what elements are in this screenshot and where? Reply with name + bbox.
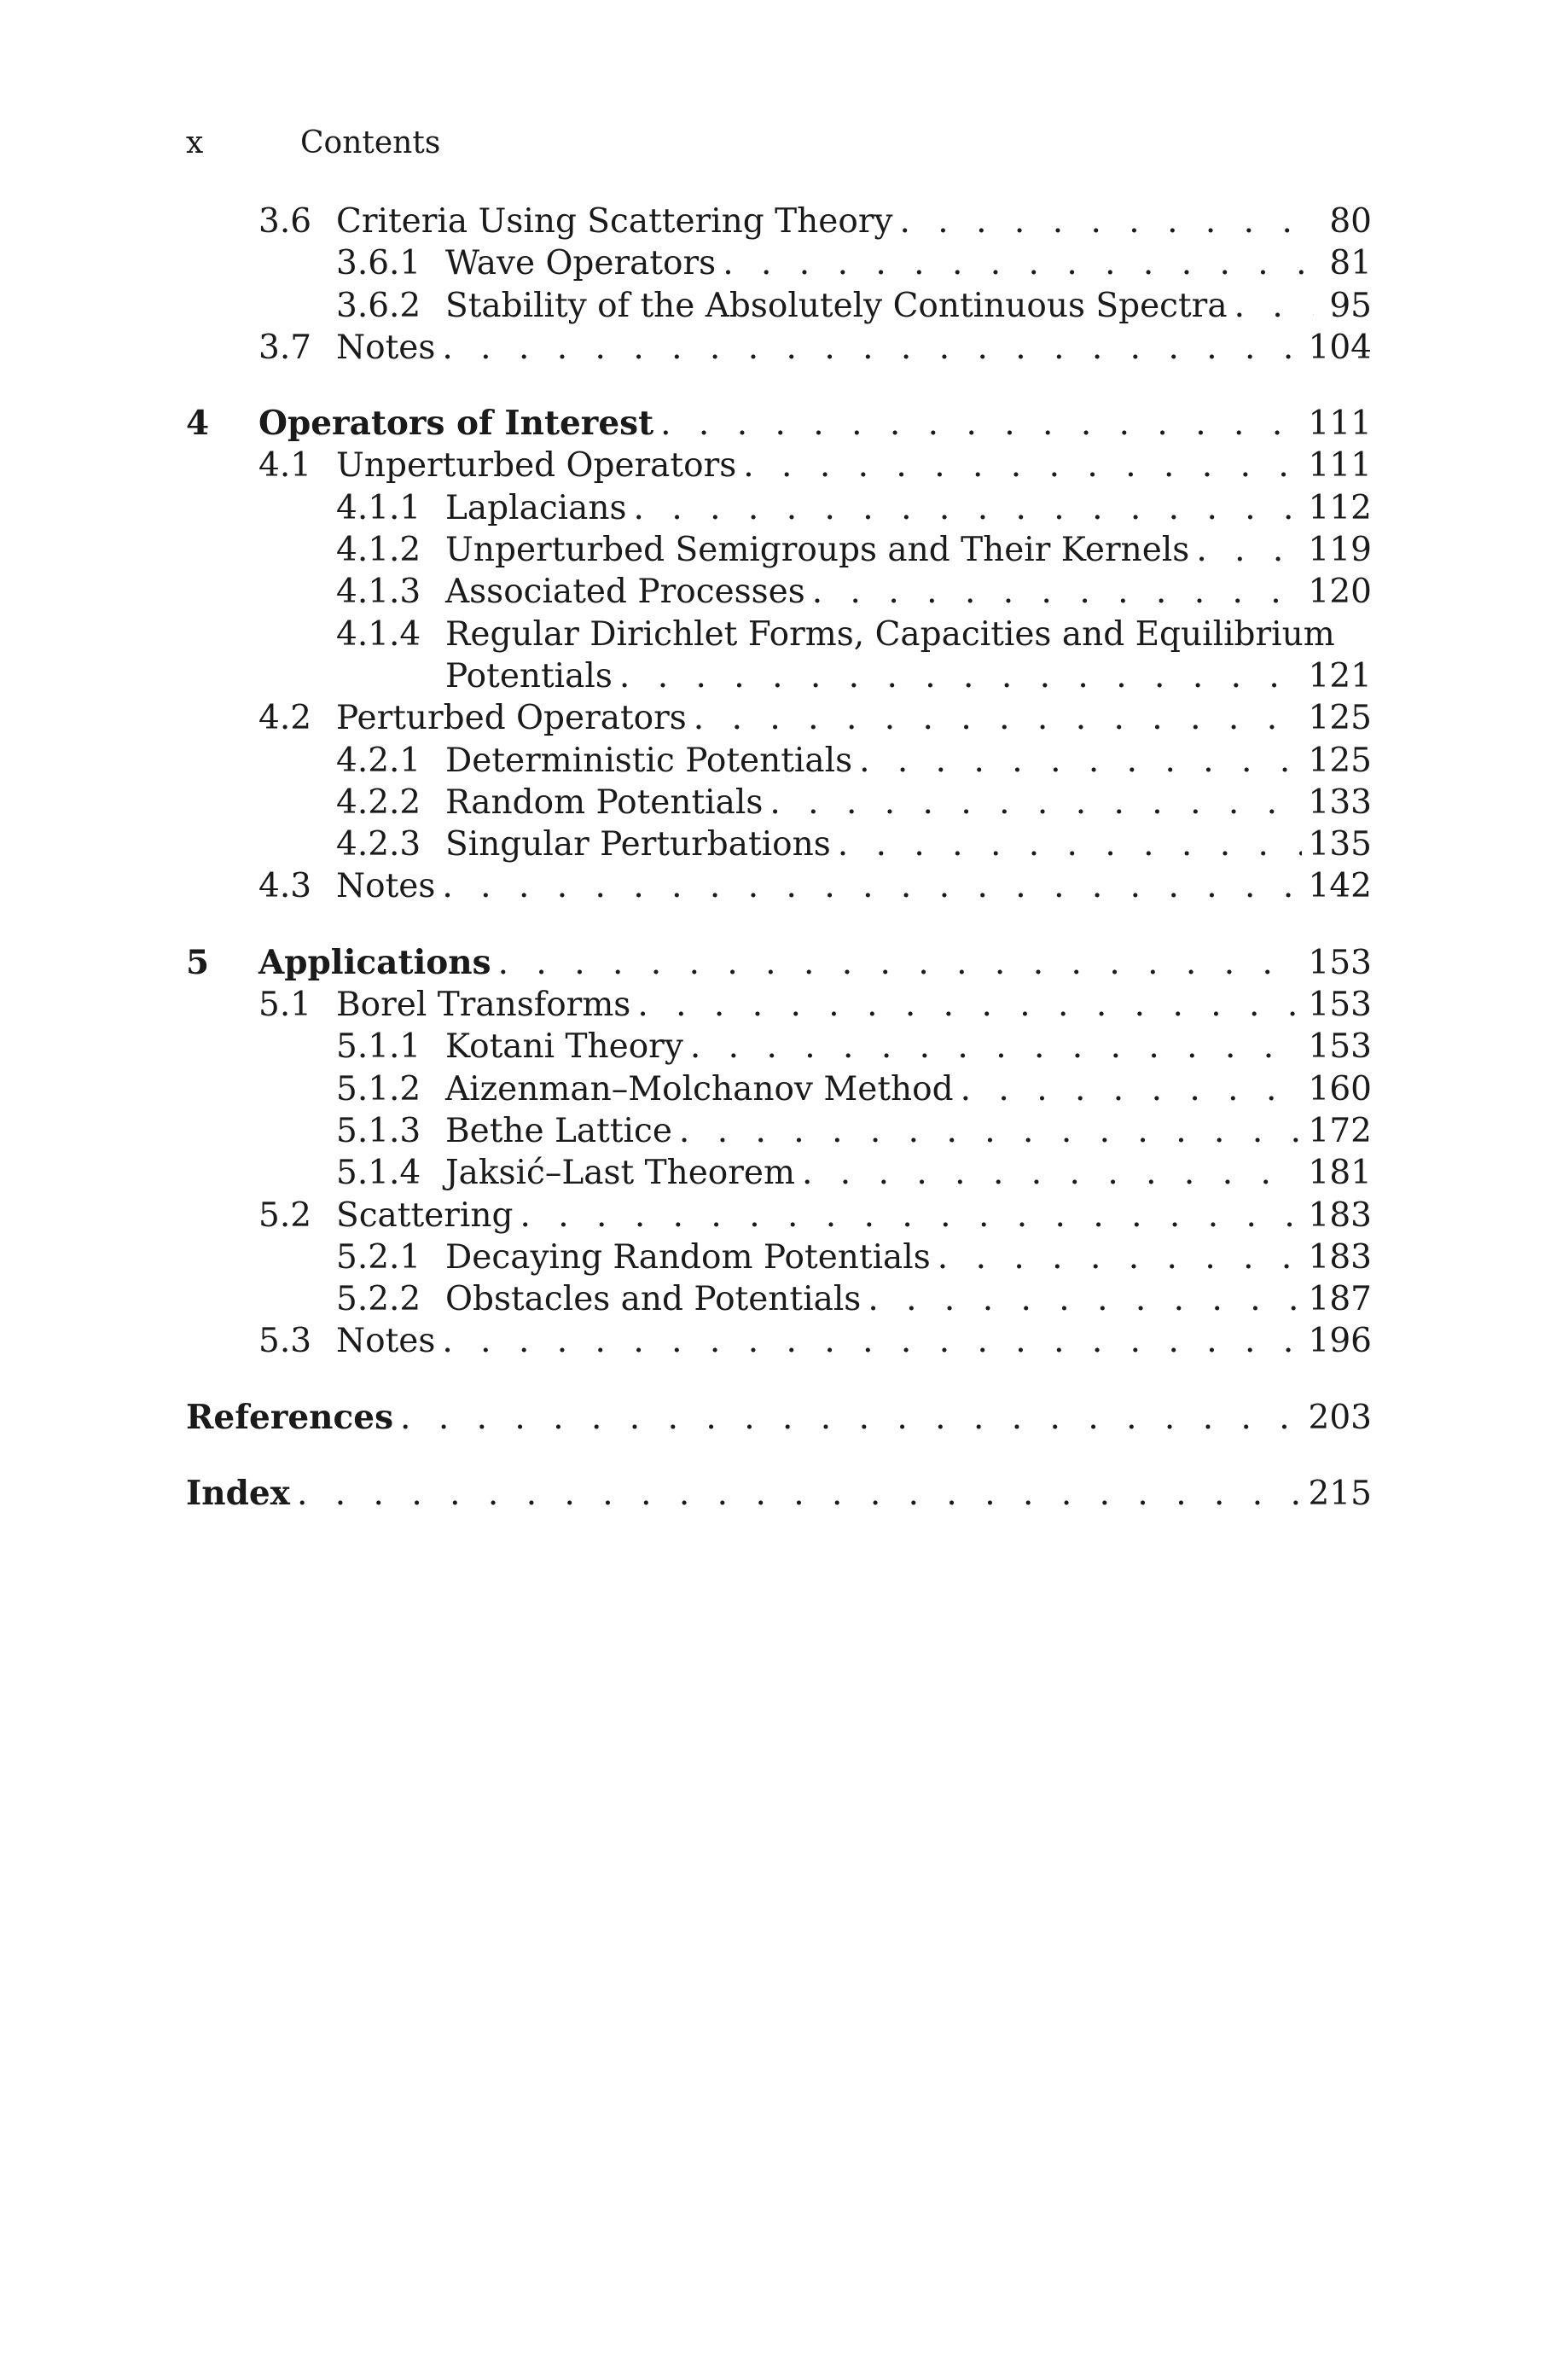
toc-entry-page: 153 [1308,1027,1372,1067]
dot-leader [442,1320,1301,1362]
dot-leader [637,984,1301,1026]
toc-entry[interactable] [186,403,1372,445]
dot-leader [838,823,1302,865]
toc-entry-number: 3.7 [258,328,312,367]
toc-entry[interactable] [186,984,1372,1026]
table-of-contents [186,201,1372,1515]
toc-entry-title: Unperturbed Operators [336,446,737,486]
toc-entry-number: 5.1.2 [336,1069,421,1108]
toc-entry[interactable] [186,1236,1372,1278]
toc-entry-title: Aizenman–Molchanov Method [445,1069,954,1108]
toc-entry-number: 5.1.4 [336,1154,421,1193]
toc-entry-body [336,1320,1372,1362]
toc-entry-body [445,823,1372,865]
toc-entry[interactable] [186,823,1372,865]
toc-entry[interactable] [186,327,1372,369]
dot-leader [1234,285,1314,327]
toc-entry[interactable] [186,242,1372,284]
toc-entry-title: Jaksić–Last Theorem [445,1154,795,1193]
toc-entry-page: 203 [1308,1398,1372,1437]
toc-entry-body [186,1397,1372,1439]
toc-entry-page: 80 [1329,202,1372,241]
toc-entry-title: Scattering [336,1196,514,1235]
toc-entry-body [445,285,1372,327]
running-head-title: Contents [300,125,441,160]
toc-entry[interactable] [186,1026,1372,1068]
toc-entry-page: 81 [1329,244,1372,283]
dot-leader [660,403,1301,445]
toc-entry-page: 142 [1308,867,1372,906]
dot-leader [900,201,1314,242]
toc-entry-body [445,487,1372,529]
toc-entry-page: 112 [1308,488,1372,527]
toc-entry[interactable] [186,1397,1372,1439]
toc-entry-body [445,740,1372,782]
toc-entry-body [445,1152,1372,1194]
toc-entry[interactable] [186,697,1372,739]
toc-entry-number: 5.3 [258,1322,312,1361]
toc-entry-page: 196 [1308,1322,1372,1361]
toc-entry-number: 4.3 [258,867,312,906]
toc-entry-body [445,782,1372,823]
toc-entry[interactable] [186,865,1372,907]
toc-entry-body [445,1068,1372,1110]
dot-leader [442,327,1301,369]
toc-entry-number: 4.2.3 [336,825,421,864]
dot-leader [634,487,1302,529]
dot-leader [498,942,1302,984]
toc-entry-number: 5.1 [258,986,312,1025]
toc-entry-page: 160 [1308,1069,1372,1108]
dot-leader [400,1397,1302,1439]
toc-entry-page: 181 [1308,1154,1372,1193]
toc-entry-page: 104 [1308,328,1372,367]
dot-leader [938,1236,1302,1278]
toc-entry-page: 111 [1308,404,1372,444]
toc-entry-body [336,327,1372,369]
toc-entry-page: 187 [1308,1280,1372,1319]
toc-entry-title: Singular Perturbations [445,825,831,864]
dot-leader [694,697,1302,739]
toc-entry-title: Notes [336,328,436,367]
toc-entry-number: 5.1.1 [336,1027,421,1067]
toc-entry-title: Kotani Theory [445,1027,683,1067]
toc-entry-body [336,201,1372,242]
toc-entry[interactable] [186,445,1372,486]
toc-entry-page: 120 [1308,573,1372,612]
toc-entry-title: Obstacles and Potentials [445,1280,862,1319]
toc-entry-title: Laplacians [445,488,627,527]
toc-entry-title: Associated Processes [445,573,805,612]
toc-entry-title: Deterministic Potentials [445,741,853,780]
toc-entry-number: 4.1.4 [336,614,421,654]
toc-entry-page: 172 [1308,1111,1372,1150]
toc-entry-page: 125 [1308,741,1372,780]
toc-entry-number: 5.2.1 [336,1237,421,1277]
toc-entry-number: 3.6 [258,202,312,241]
toc-entry-title: Unperturbed Semigroups and Their Kernels [445,531,1190,570]
toc-entry[interactable] [186,1195,1372,1236]
toc-entry[interactable] [186,201,1372,242]
toc-entry[interactable] [186,1320,1372,1362]
toc-entry-body [445,655,1372,697]
dot-leader [961,1068,1302,1110]
toc-entry-body [336,865,1372,907]
toc-entry-page: 133 [1308,783,1372,822]
toc-entry-page: 215 [1308,1475,1372,1514]
toc-entry-body [186,1473,1372,1515]
toc-entry[interactable] [186,571,1372,613]
toc-entry-number: 4.2.2 [336,783,421,822]
toc-entry-title: Wave Operators [445,244,717,283]
toc-entry-page: 183 [1308,1237,1372,1277]
dot-leader [679,1110,1302,1152]
toc-entry-number: 3.6.2 [336,286,421,325]
toc-entry-title: Stability of the Absolutely Continuous Spectra [445,286,1228,325]
toc-entry-page: 153 [1308,943,1372,982]
toc-entry-page: 153 [1308,986,1372,1025]
toc-entry-number: 4.2 [258,699,312,738]
toc-entry-number: 3.6.1 [336,244,421,283]
toc-entry-title: Borel Transforms [336,986,631,1025]
dot-leader [619,655,1302,697]
toc-entry-number: 5.2 [258,1196,312,1235]
running-head [0,126,1568,160]
dot-leader [812,571,1302,613]
dot-leader [1196,529,1301,571]
toc-entry[interactable] [186,1068,1372,1110]
page-folio: x [186,125,204,160]
toc-entry[interactable] [186,1473,1372,1515]
toc-entry-body [445,571,1372,613]
toc-entry[interactable] [186,740,1372,782]
toc-entry-body [445,614,1372,655]
toc-entry-body [336,445,1372,486]
dot-leader [723,242,1314,284]
toc-entry-number: 4 [186,404,210,444]
toc-entry-continuation[interactable] [186,655,1372,697]
toc-entry-body [258,403,1372,445]
toc-entry-number: 4.1.3 [336,573,421,612]
toc-entry[interactable] [186,1152,1372,1194]
dot-leader [297,1473,1302,1515]
dot-leader [868,1278,1301,1320]
toc-entry-body [445,1236,1372,1278]
toc-entry[interactable] [186,487,1372,529]
toc-entry-title: Bethe Lattice [445,1111,672,1150]
toc-entry-page: 135 [1308,825,1372,864]
toc-entry-number: 4.2.1 [336,741,421,780]
toc-entry-body [445,242,1372,284]
dot-leader [802,1152,1302,1194]
toc-entry-title: Perturbed Operators [336,699,687,738]
toc-entry-title: Random Potentials [445,783,764,822]
dot-leader [520,1195,1301,1236]
toc-entry-body [336,984,1372,1026]
toc-entry-number: 5.1.3 [336,1111,421,1150]
toc-entry[interactable] [186,614,1372,655]
toc-entry[interactable] [186,942,1372,984]
toc-entry-title: Decaying Random Potentials [445,1237,931,1277]
toc-entry-title: Notes [336,1322,436,1361]
dot-leader [743,445,1301,486]
toc-entry-page: 95 [1329,286,1372,325]
toc-entry[interactable] [186,529,1372,571]
dot-leader [690,1026,1302,1068]
toc-entry-number: 5 [186,942,210,982]
toc-entry-title: Index [186,1474,290,1514]
toc-entry-title-continuation: Potentials [445,656,613,695]
toc-entry-page: 121 [1308,656,1372,695]
toc-entry-title: Applications [258,942,491,982]
toc-entry[interactable] [186,782,1372,823]
toc-entry-number: 4.1.1 [336,488,421,527]
dot-leader [769,782,1301,823]
toc-entry-page: 111 [1308,446,1372,486]
toc-entry[interactable] [186,285,1372,327]
toc-entry-title: Criteria Using Scattering Theory [336,202,893,241]
toc-entry[interactable] [186,1278,1372,1320]
toc-entry-body [445,1110,1372,1152]
dot-leader [859,740,1301,782]
toc-entry-page: 183 [1308,1196,1372,1235]
toc-entry-body [445,529,1372,571]
toc-entry-title: Notes [336,867,436,906]
toc-entry-body [336,697,1372,739]
toc-entry-title: Regular Dirichlet Forms, Capacities and Equilibrium [445,614,1335,654]
toc-entry-title: Operators of Interest [258,404,654,444]
toc-entry-body [445,1278,1372,1320]
toc-entry-title: References [186,1397,394,1437]
toc-entry-body [445,1026,1372,1068]
toc-entry-number: 4.1 [258,446,312,486]
toc-entry-page: 125 [1308,699,1372,738]
toc-entry-number: 4.1.2 [336,531,421,570]
toc-entry-number: 5.2.2 [336,1280,421,1319]
toc-entry[interactable] [186,1110,1372,1152]
dot-leader [442,865,1301,907]
toc-entry-body [336,1195,1372,1236]
toc-entry-body [258,942,1372,984]
toc-entry-page: 119 [1308,531,1372,570]
